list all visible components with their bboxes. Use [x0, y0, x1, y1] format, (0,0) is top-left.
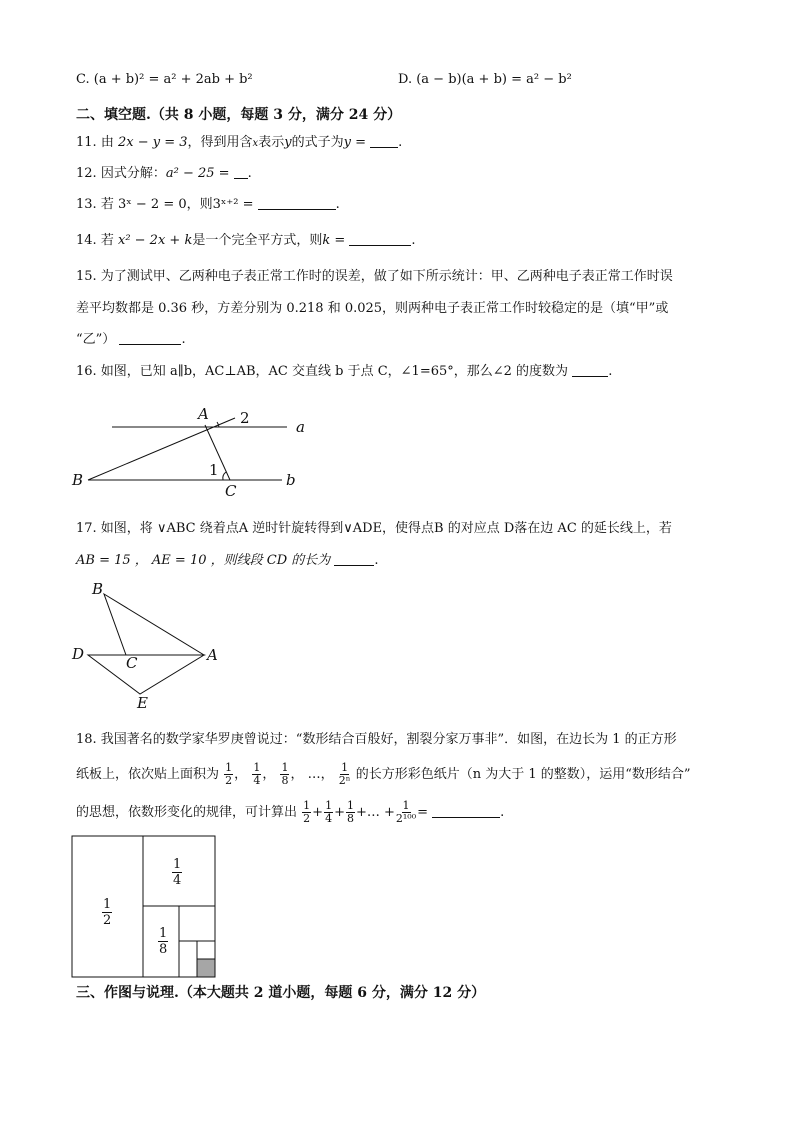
- q16-text: 16. 如图，已知 a∥b，AC⊥AB，AC 交直线 b 于点 C，∠1=65°，那么∠2 的度数为: [76, 364, 569, 379]
- q18-text2a: 纸板上，依次贴上面积为: [76, 767, 220, 782]
- q11-text: 由: [100, 135, 114, 150]
- q11-text2: ，得到用含: [187, 135, 253, 150]
- q18-plus-dots: +… +: [355, 805, 395, 820]
- q14-text: 若: [100, 233, 114, 248]
- fig16-label-line-a: a: [296, 418, 305, 436]
- fig17-label-b: B: [92, 580, 104, 598]
- q11-equals: =: [355, 135, 366, 150]
- fig16-label-angle-1: 1: [209, 461, 219, 479]
- q18-frac-quarter: $\frac{1}{4}$: [253, 761, 261, 787]
- option-c: C. (a + b)² = a² + 2ab + b²: [76, 72, 253, 87]
- q16-end: .: [608, 364, 613, 379]
- fig17-label-c: C: [126, 654, 138, 672]
- q13-text2: ，则: [186, 197, 213, 212]
- q13-text: 若: [100, 197, 114, 212]
- q11-text3: 表示: [258, 135, 285, 150]
- q14-text2: 是一个完全平方式，则: [192, 233, 323, 248]
- q11-end: .: [398, 135, 403, 150]
- q18-sum-quarter: $\frac{1}{4}$: [325, 799, 333, 825]
- question-15-line-1: 15. 为了测试甲、乙两种电子表正常工作时的误差，做了如下所示统计：甲、乙两种电子表正常工作时误: [76, 269, 673, 284]
- fig17-label-d: D: [72, 645, 85, 663]
- q12-end: .: [247, 166, 252, 181]
- q13-expression2: 3ˣ⁺² =: [212, 197, 254, 212]
- q14-number: 14.: [76, 233, 97, 248]
- q11-equation: 2x − y = 3: [117, 135, 188, 150]
- q11-var-y2: y: [343, 135, 351, 150]
- q18-plus-1: +: [312, 805, 324, 820]
- section-3-title: 三、作图与说理.（本大题共 2 道小题，每题 6 分，满分 12 分）: [76, 985, 486, 1001]
- q18-text2c: 的长方形彩色纸片（n 为大于 1 的整数），运用“数形结合”: [355, 767, 691, 782]
- q18-plus-2: +: [334, 805, 345, 820]
- q12-number: 12.: [76, 166, 97, 181]
- q15-text3: “乙”）: [76, 332, 116, 347]
- q17-text2: AB = 15 ， AE = 10 ，则线段 CD 的长为: [76, 553, 331, 568]
- q17-end: .: [374, 553, 379, 568]
- q18-sum-eighth: $\frac{1}{8}$: [346, 799, 354, 825]
- fig16-label-line-b: b: [286, 471, 296, 489]
- question-15-line-2: 差平均数都是 0.36 秒，方差分别为 0.218 和 0.025，则两种电子表正常工作时较稳定的是（填“甲”或: [76, 301, 669, 316]
- question-17-line-1: 17. 如图，将 ∨ABC 绕着点A 逆时针旋转得到∨ADE，使得点B 的对应点 D落在边 AC 的延长线上，若: [76, 521, 672, 536]
- q18-frac-eighth: $\frac{1}{8}$: [281, 761, 289, 787]
- q12-text: 因式分解：: [100, 166, 166, 181]
- q18-text3a: 的思想，依数形变化的规律，可计算出: [76, 805, 298, 820]
- shaded-remainder: [197, 959, 215, 977]
- fig16-label-b-point: B: [72, 471, 84, 489]
- q11-var-x: x: [252, 138, 259, 149]
- q18-sep-1: ，: [234, 767, 248, 782]
- fig17-label-a: A: [207, 646, 218, 664]
- q13-number: 13.: [76, 197, 97, 212]
- fig16-label-a-point: A: [198, 405, 209, 423]
- option-d: D. (a − b)(a + b) = a² − b²: [398, 72, 572, 87]
- q18-frac-2n: $\frac{1}{\text{2ⁿ}}$: [338, 761, 351, 787]
- q18-equals: =: [417, 805, 429, 820]
- q13-expression: 3ˣ − 2 = 0: [117, 197, 187, 212]
- q14-expression: x² − 2x + k: [117, 233, 193, 248]
- q18-sum-2100: $\frac{1}{\text{2¹⁰⁰}}$: [395, 799, 417, 825]
- q11-text4: 的式子为: [291, 135, 344, 150]
- q13-end: .: [335, 197, 340, 212]
- q11-number: 11.: [76, 135, 97, 150]
- q14-k: k =: [322, 233, 346, 248]
- fig16-label-angle-2: 2: [240, 409, 250, 427]
- q18-sep-3: ，: [290, 767, 304, 782]
- q11-var-y: y: [284, 135, 292, 150]
- q18-sum-half: $\frac{1}{2}$: [303, 799, 311, 825]
- q18-frac-half: $\frac{1}{2}$: [225, 761, 233, 787]
- q12-expression: a² − 25 =: [165, 166, 230, 181]
- fig18-label-quarter: $\frac{1}{4}$: [173, 857, 182, 888]
- q14-end: .: [411, 233, 416, 248]
- q18-end: .: [500, 805, 505, 820]
- fig17-label-e: E: [137, 694, 148, 712]
- q15-end: .: [181, 332, 186, 347]
- fig18-label-eighth: $\frac{1}{8}$: [159, 926, 168, 957]
- q18-sep-2: ，: [262, 767, 276, 782]
- fig18-label-half: $\frac{1}{2}$: [103, 897, 112, 928]
- fig16-label-c-point: C: [225, 482, 237, 500]
- question-18-line-1: 18. 我国著名的数学家华罗庚曾说过：“数形结合百般好，割裂分家万事非”．如图，在边长为 1 的正方形: [76, 732, 677, 747]
- q18-ellipsis: …，: [307, 767, 334, 782]
- section-2-title: 二、填空题.（共 8 小题，每题 3 分，满分 24 分）: [76, 107, 402, 123]
